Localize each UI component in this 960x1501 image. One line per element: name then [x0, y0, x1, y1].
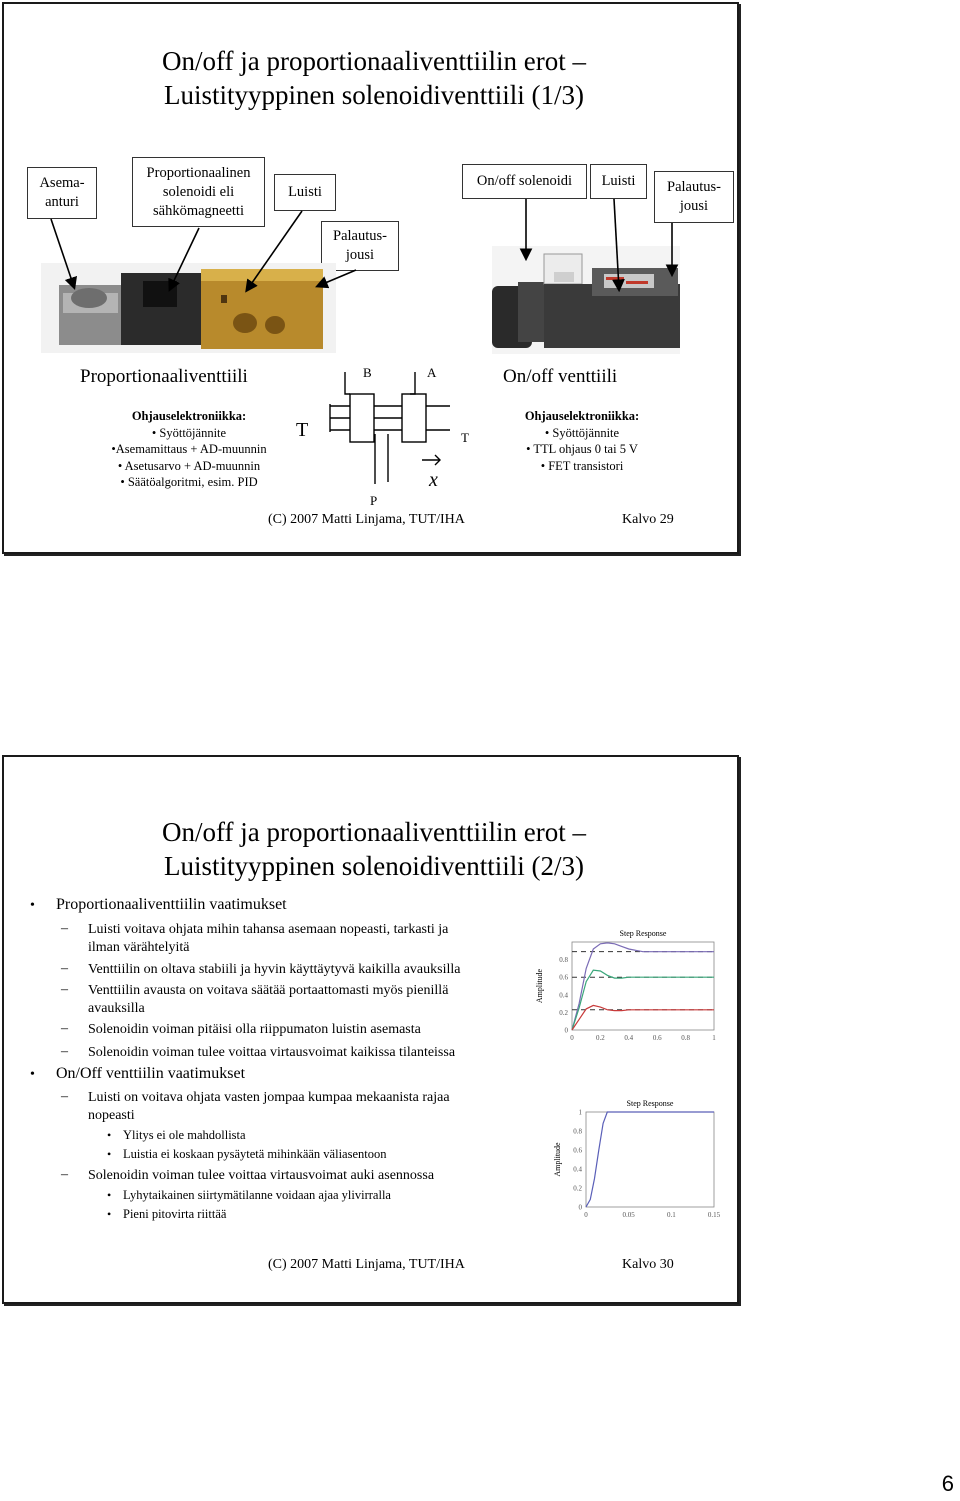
slide-title: On/off ja proportionaaliventtiilin erot – Luistityyppinen solenoidiventtiili (2/3)	[162, 817, 586, 881]
bullet-proportional-requirements: Proportionaaliventtiilin vaatimukset	[56, 896, 287, 913]
port-b-label: B	[363, 365, 372, 380]
slide-footer-number: Kalvo 30	[622, 1257, 674, 1272]
x-tick-label: 0	[584, 1211, 588, 1219]
bullet-dot: •	[30, 898, 35, 913]
x-tick-label: 0.1	[666, 1211, 676, 1219]
series-line	[572, 943, 714, 1030]
x-tick-label: 0.6	[652, 1034, 662, 1042]
bullet-onoff-requirements: On/Off venttiilin vaatimukset	[56, 1065, 246, 1082]
page-number: 6	[941, 1471, 954, 1496]
x-tick-label: 0.15	[707, 1211, 721, 1219]
step-response-chart-2	[552, 1092, 727, 1227]
onoff-sub-item-4: Pieni pitovirta riittää	[123, 1207, 227, 1221]
left-valve-caption: Proportionaaliventtiili	[80, 366, 248, 387]
y-axis-label: Amplitude	[553, 1142, 562, 1177]
y-tick-label: 0	[564, 1026, 568, 1035]
port-p-label: P	[370, 493, 378, 508]
spool-x-label: x	[429, 469, 438, 491]
port-a-label: A	[427, 365, 437, 380]
dash-marker: –	[61, 1044, 68, 1059]
req-item-4: Solenoidin voiman pitäisi olla riippumaton luistin asemasta	[88, 1022, 421, 1037]
y-tick-label: 0.6	[573, 1146, 582, 1155]
sub-bullet-dot: •	[107, 1207, 112, 1221]
y-tick-label: 0	[578, 1203, 582, 1212]
sub-bullet-dot: •	[107, 1128, 112, 1142]
dash-marker: –	[61, 1021, 68, 1036]
req-item-1b: ilman värähtelyitä	[88, 940, 190, 955]
callout-palautusjousi-left: Palautus- jousi	[321, 221, 399, 271]
x-tick-label: 0.2	[596, 1034, 605, 1042]
slide-footer-copyright: (C) 2007 Matti Linjama, TUT/IHA	[268, 1257, 465, 1272]
left-control-electronics: Ohjauselektroniikka: • Syöttöjännite •Asemamittaus + AD-muunnin • Asetusarvo + AD-muunnin • Säätöalgoritmi, esim. PID	[111, 409, 267, 489]
step-response-chart-1	[534, 922, 724, 1047]
chart-title: Step Response	[619, 929, 667, 938]
onoff-item-1a: Luisti on voitava ohjata vasten jompaa kumpaa mekaanista rajaa	[88, 1090, 450, 1105]
port-t-left-label: T	[296, 419, 309, 441]
req-item-3b: avauksilla	[88, 1001, 145, 1016]
onoff-sub-item-2: Luistia ei koskaan pysäytetä mihinkään väliasentoon	[123, 1147, 387, 1161]
bullet-dot: •	[30, 1067, 35, 1082]
sub-bullet-dot: •	[107, 1188, 112, 1202]
callout-luisti-left: Luisti	[274, 174, 336, 211]
right-valve-caption: On/off venttiili	[503, 366, 618, 387]
y-tick-label: 0.6	[559, 973, 568, 982]
y-tick-label: 0.2	[573, 1184, 582, 1193]
dash-marker: –	[61, 982, 68, 997]
valve-symbol-diagram	[290, 364, 480, 514]
onoff-item-2: Solenoidin voiman tulee voittaa virtausvoimat auki asennossa	[88, 1168, 435, 1183]
series-line	[572, 970, 714, 1030]
y-tick-label: 0.4	[559, 991, 568, 1000]
callout-onoff-solenoid: On/off solenoidi	[462, 164, 587, 199]
callout-luisti-right: Luisti	[590, 164, 647, 199]
right-control-electronics: Ohjauselektroniikka: • Syöttöjännite • TTL ohjaus 0 tai 5 V • FET transistori	[524, 409, 640, 473]
plot-frame	[572, 942, 714, 1030]
series-line	[586, 1112, 714, 1207]
req-item-3a: Venttiilin avausta on voitava säätää portaattomasti myös pienillä	[88, 983, 449, 998]
x-tick-label: 1	[712, 1034, 716, 1042]
x-tick-label: 0	[570, 1034, 574, 1042]
y-axis-label: Amplitude	[535, 968, 544, 1004]
dash-marker: –	[61, 921, 68, 936]
dash-marker: –	[61, 1167, 68, 1182]
y-tick-label: 0.8	[573, 1127, 582, 1136]
dash-marker: –	[61, 961, 68, 976]
chart-title: Step Response	[626, 1099, 674, 1108]
slide-title: On/off ja proportionaaliventtiilin erot – Luistityyppinen solenoidiventtiili (1/3)	[162, 46, 586, 110]
req-item-1a: Luisti voitava ohjata mihin tahansa asemaan nopeasti, tarkasti ja	[88, 922, 449, 937]
callout-asema-anturi: Asema- anturi	[27, 167, 97, 219]
slide-29	[2, 2, 739, 554]
onoff-sub-item-1: Ylitys ei ole mahdollista	[123, 1128, 246, 1142]
req-item-5: Solenoidin voiman tulee voittaa virtausvoimat kaikissa tilanteissa	[88, 1045, 456, 1060]
y-tick-label: 0.8	[559, 956, 568, 965]
slide-footer-number: Kalvo 29	[622, 512, 674, 527]
plot-frame	[586, 1112, 714, 1207]
x-tick-label: 0.8	[681, 1034, 690, 1042]
sub-bullet-dot: •	[107, 1147, 112, 1161]
slide-30	[2, 755, 739, 1304]
dash-marker: –	[61, 1089, 68, 1104]
series-line	[572, 1005, 714, 1030]
x-tick-label: 0.05	[622, 1211, 635, 1219]
y-tick-label: 0.4	[573, 1165, 582, 1174]
x-tick-label: 0.4	[624, 1034, 634, 1042]
callout-proportional-solenoid: Proportionaalinen solenoidi eli sähkömagneetti	[132, 157, 265, 227]
y-tick-label: 0.2	[559, 1008, 568, 1017]
callout-palautusjousi-right: Palautus- jousi	[654, 171, 734, 223]
onoff-item-1b: nopeasti	[88, 1108, 135, 1123]
onoff-sub-item-3: Lyhytaikainen siirtymätilanne voidaan ajaa ylivirralla	[123, 1188, 391, 1202]
slide-footer-copyright: (C) 2007 Matti Linjama, TUT/IHA	[268, 512, 465, 527]
port-t-right-label: T	[461, 430, 469, 445]
req-item-2: Venttiilin on oltava stabiili ja hyvin käyttäytyvä kaikilla avauksilla	[88, 962, 461, 977]
y-tick-label: 1	[578, 1108, 582, 1117]
